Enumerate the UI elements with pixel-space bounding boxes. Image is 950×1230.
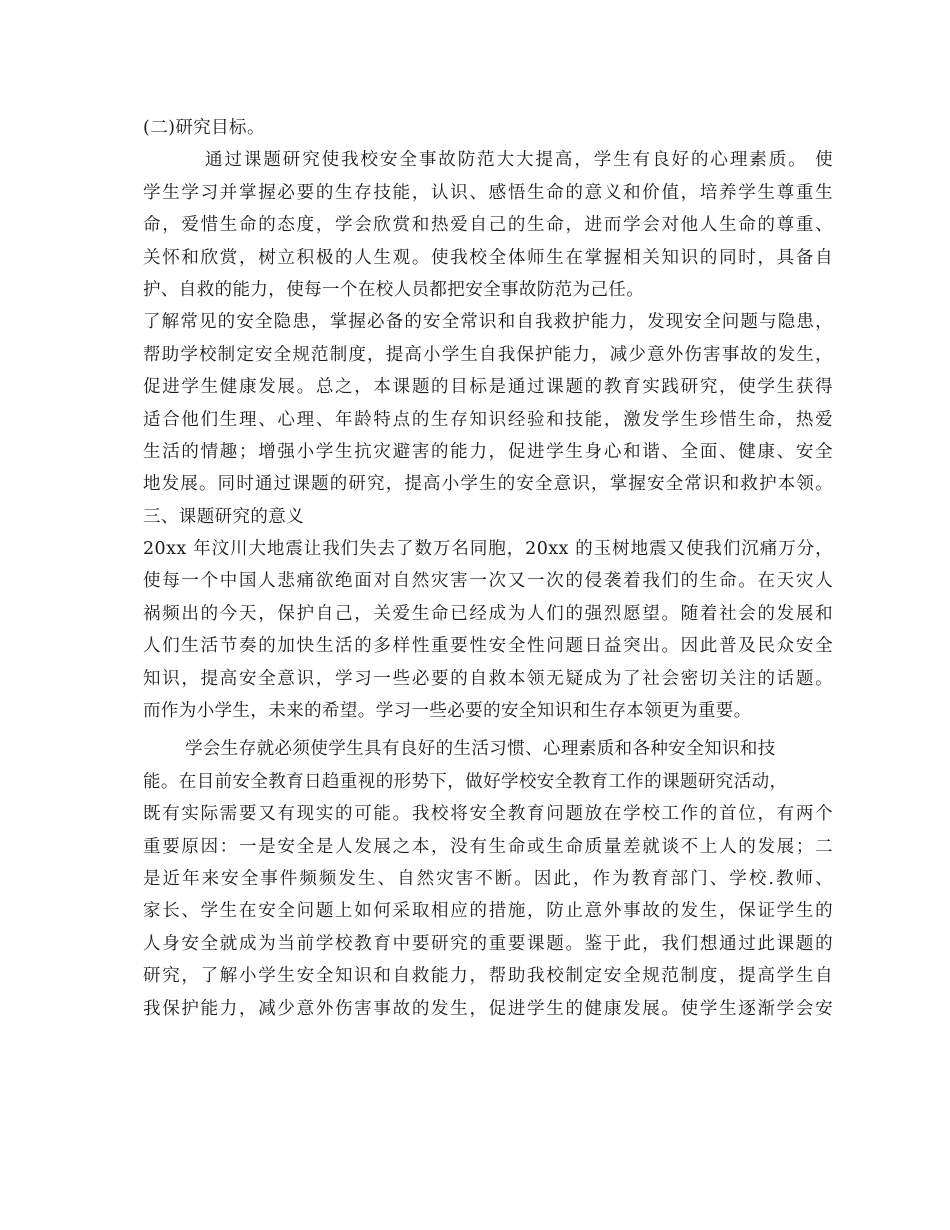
text-line: 使每一个中国人悲痛欲绝面对自然灾害一次又一次的侵袭着我们的生命。在天灾人 [143,571,833,592]
paragraph [143,733,833,1025]
text-line: 学生学习并掌握必要的生存技能，认识、感悟生命的意义和价值，培养学生尊重生 [143,182,833,203]
text-line: 我保护能力，减少意外伤害事故的发生，促进学生的健康发展。使学生逐渐学会安 [143,998,833,1019]
text-line: 命，爱惜生命的态度，学会欣赏和热爱自己的生命，进而学会对他人生命的尊重、 [143,215,833,236]
text-line: 家长、学生在安全问题上如何采取相应的措施，防止意外事故的发生，保证学生的 [143,901,833,922]
paragraph [143,306,833,500]
text-line: 促进学生健康发展。总之，本课题的目标是通过课题的教育实践研究，使学生获得 [143,377,833,398]
text-line: 适合他们生理、心理、年龄特点的生存知识经验和技能，激发学生珍惜生命，热爱 [143,409,833,430]
text-line: 是近年来安全事件频频发生、自然灾害不断。因此，作为教育部门、学校.教师、 [143,868,833,889]
text-line: 人们生活节奏的加快生活的多样性重要性安全性问题日益突出。因此普及民众安全 [143,636,833,657]
text-line: 既有实际需要又有现实的可能。我校将安全教育问题放在学校工作的首位，有两个 [143,804,833,825]
text-line: (二)研究目标。 [143,118,265,138]
text-line: 通过课题研究使我校安全事故防范大大提高，学生有良好的心理素质。 使 [205,150,833,171]
paragraph [143,144,833,306]
text-line: 关怀和欣赏，树立积极的人生观。使我校全体师生在掌握相关知识的同时，具备自 [143,247,833,268]
text-line: 学会生存就必须使学生具有良好的生活习惯、心理素质和各种安全知识和技 [185,739,776,760]
text-line: 祸频出的今天，保护自己，关爱生命已经成为人们的强烈愿望。随着社会的发展和 [143,603,833,624]
text-line: 三、课题研究的意义 [143,506,305,527]
text-line: 了解常见的安全隐患，掌握必备的安全常识和自我救护能力，发现安全问题与隐患， [143,312,833,333]
text-line: 能。在目前安全教育日趋重视的形势下，做好学校安全教育工作的课题研究活动， [143,771,788,792]
text-line: 生活的情趣；增强小学生抗灾避害的能力，促进学生身心和谐、全面、健康、安全 [143,441,833,462]
document-body [143,112,833,1025]
text-line: 帮助学校制定安全规范制度，提高小学生自我保护能力，减少意外伤害事故的发生， [143,344,833,365]
text-line: 地发展。同时通过课题的研究，提高小学生的安全意识，掌握安全常识和救护本领。 [143,474,833,495]
text-line: 20xx 年汶川大地震让我们失去了数万名同胞，20xx 的玉树地震又使我们沉痛万分， [143,539,833,560]
text-line: 护、自救的能力，使每一个在校人员都把安全事故防范为己任。 [143,279,645,300]
section-heading [143,501,833,533]
text-line: 而作为小学生，未来的希望。学习一些必要的安全知识和生存本领更为重要。 [143,701,752,722]
text-line: 知识，提高安全意识，学习一些必要的自救本领无疑成为了社会密切关注的话题。 [143,668,833,689]
text-line: 研究，了解小学生安全知识和自救能力，帮助我校制定安全规范制度，提高学生自 [143,966,833,987]
text-line: 重要原因：一是安全是人发展之本，没有生命或生命质量差就谈不上人的发展；二 [143,836,833,857]
section-heading [143,112,833,144]
text-line: 人身安全就成为当前学校教育中要研究的重要课题。鉴于此，我们想通过此课题的 [143,933,833,954]
paragraph [143,533,833,727]
